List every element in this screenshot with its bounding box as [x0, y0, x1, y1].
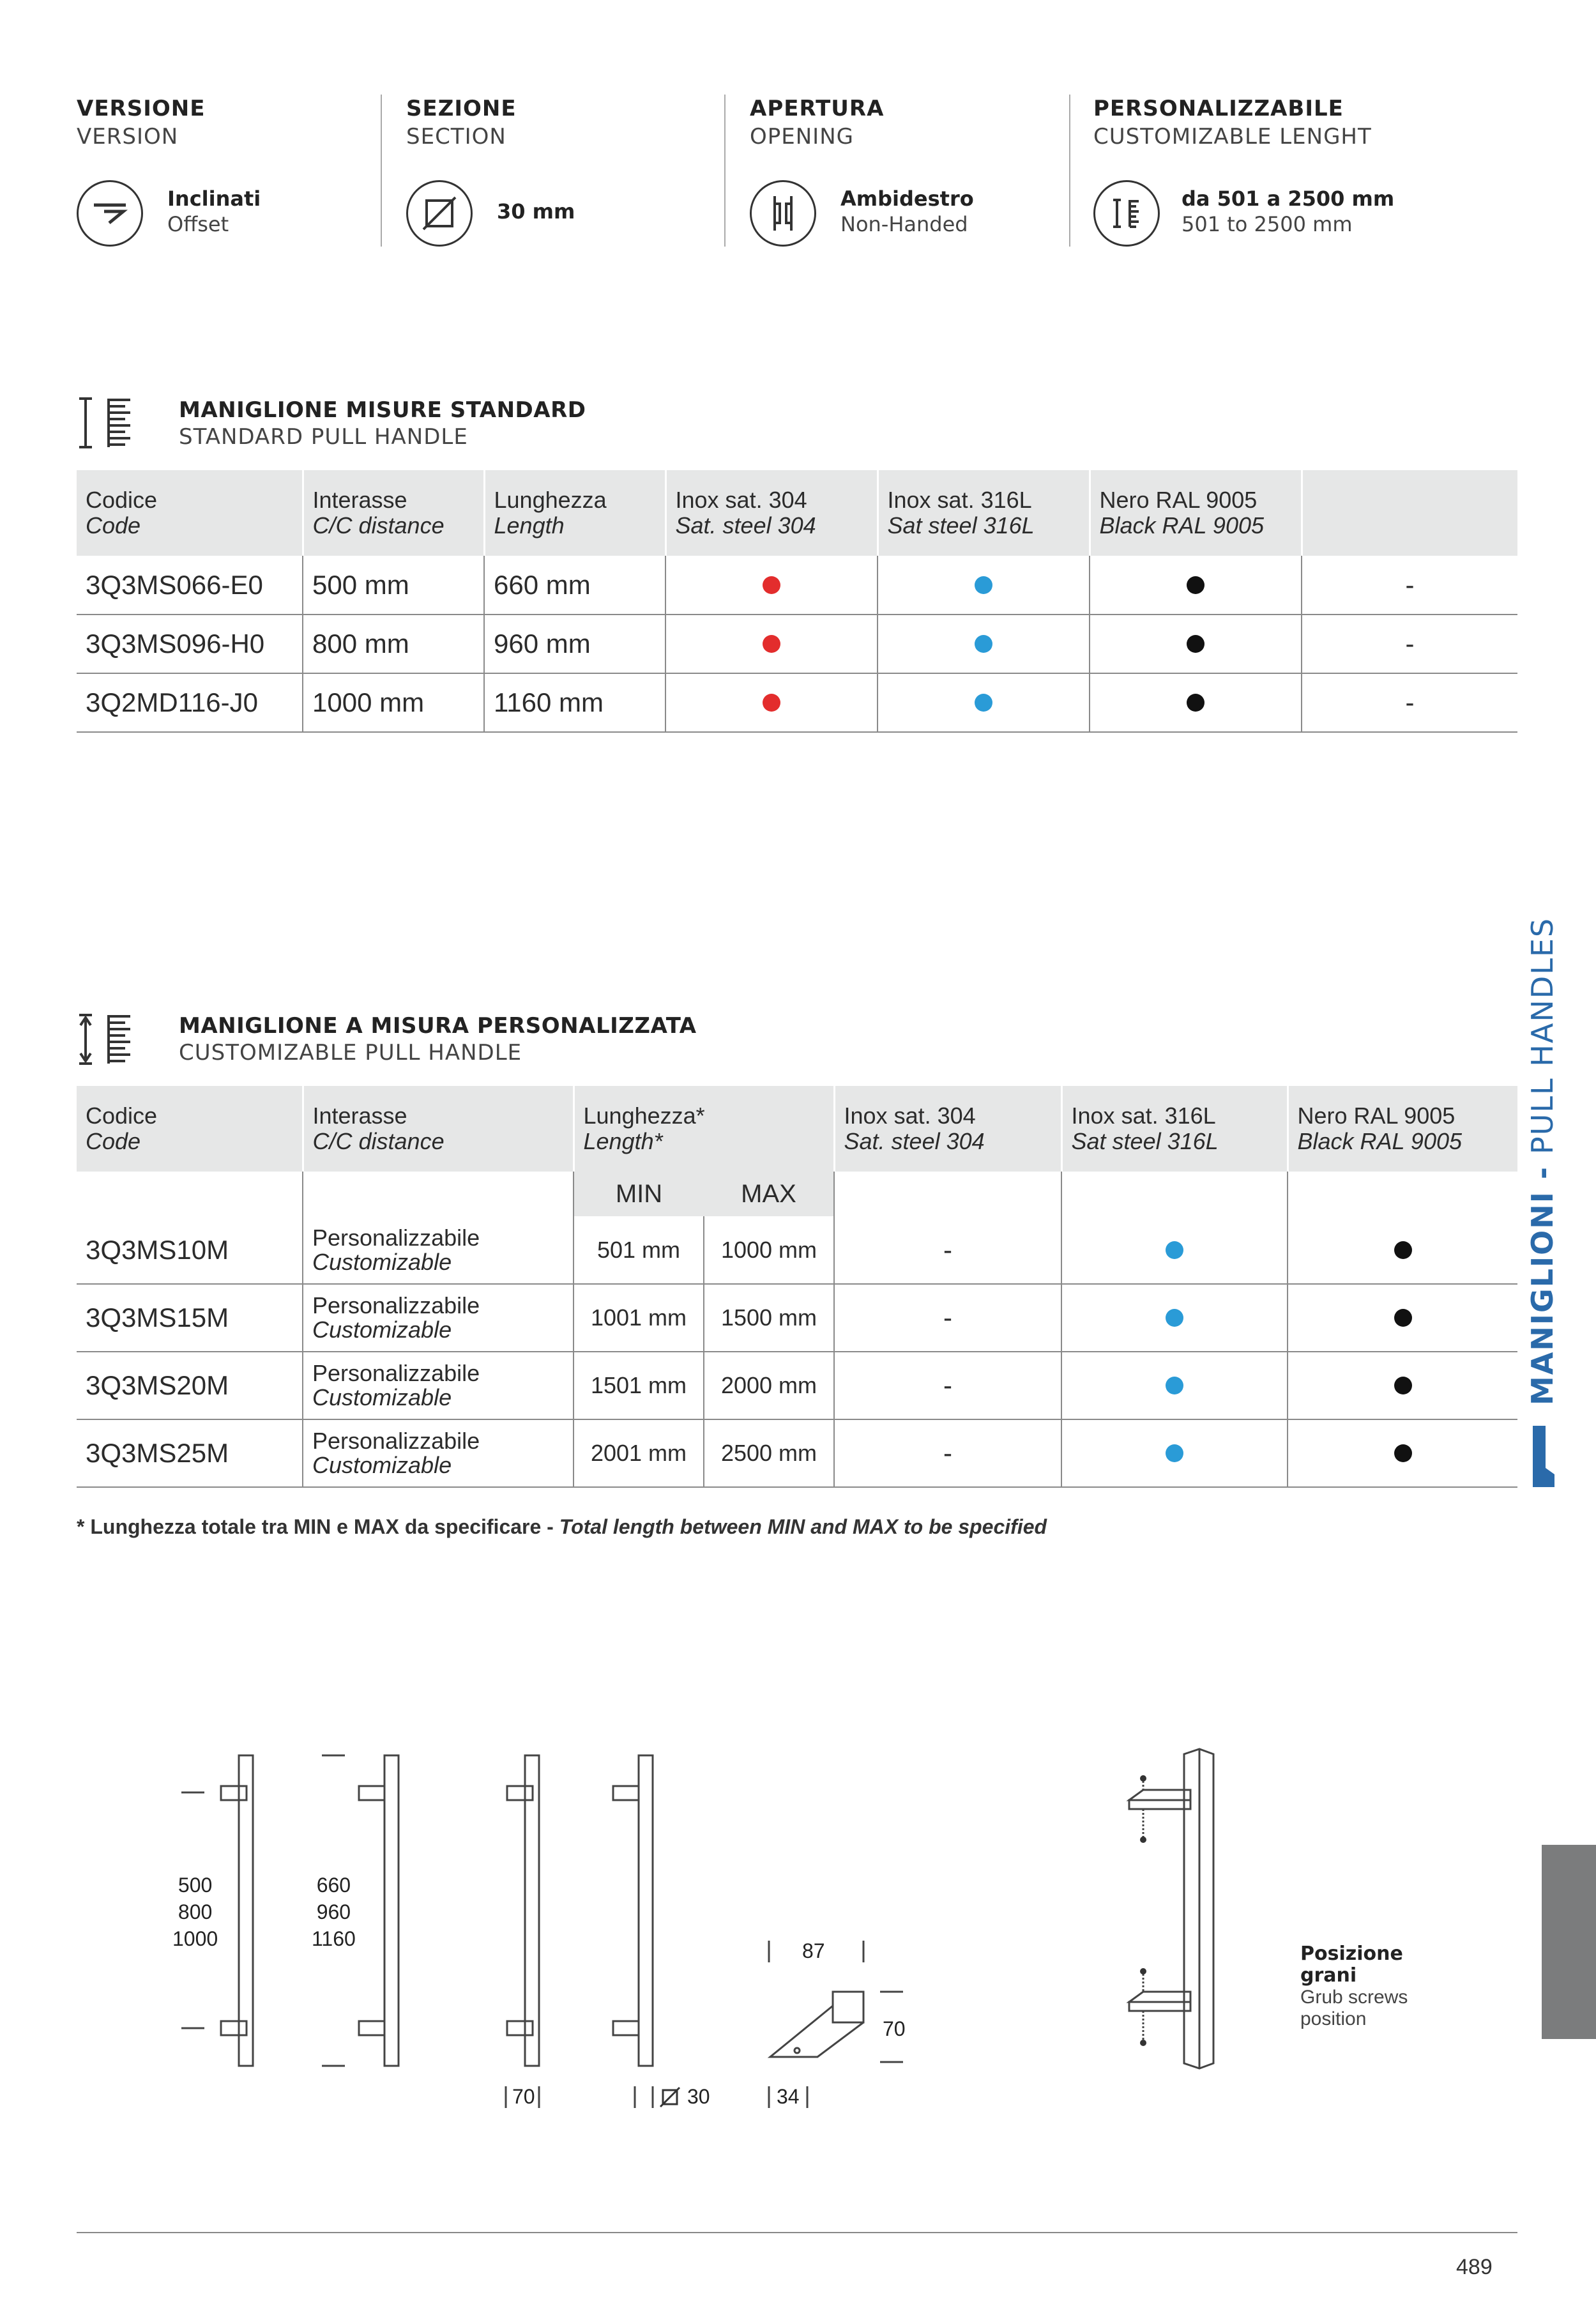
header-steel-316l: Inox sat. 316L Sat steel 316L: [878, 470, 1090, 556]
extra-cell: -: [1302, 673, 1517, 732]
cc-values: 500 800 1000: [172, 1874, 218, 1950]
spec-value-sub: 501 to 2500 mm: [1182, 212, 1353, 236]
black-dot: [1187, 635, 1205, 653]
table-header-row: [77, 470, 1517, 556]
divider: [381, 95, 382, 247]
black-dot: [1394, 1444, 1412, 1462]
divider: [1069, 95, 1070, 247]
dim-34: 34: [777, 2085, 800, 2108]
spec-version: [77, 96, 358, 249]
max-cell: 2500 mm: [704, 1419, 834, 1487]
cc-cell: Personalizzabile Customizable: [303, 1284, 574, 1352]
dot-cell: [1288, 1419, 1517, 1487]
spec-subtitle: CUSTOMIZABLE LENGHT: [1093, 124, 1372, 149]
length-cell: 960 mm: [484, 615, 665, 673]
offset-handle-icon: [77, 180, 143, 247]
page-number: 489: [1456, 2255, 1493, 2279]
dot-cell: [1288, 1216, 1517, 1284]
min-cell: 1501 mm: [574, 1352, 704, 1419]
black-dot: [1187, 576, 1205, 594]
spec-opening: [750, 96, 1056, 249]
length-cell: 1160 mm: [484, 673, 665, 732]
blue-dot: [1166, 1309, 1183, 1327]
custom-table: [77, 1086, 1517, 1488]
spec-value: 30 mm: [497, 199, 575, 224]
spec-title: VERSIONE: [77, 96, 206, 121]
black-dot: [1394, 1309, 1412, 1327]
spec-value-sub: Non-Handed: [840, 212, 968, 236]
s304-cell: -: [834, 1216, 1061, 1284]
black-dot: [1394, 1377, 1412, 1394]
cc-cell: Personalizzabile Customizable: [303, 1352, 574, 1419]
non-handed-icon: [750, 180, 816, 247]
standard-ruler-icon: [77, 396, 134, 453]
code-cell: 3Q3MS096-H0: [77, 615, 303, 673]
spec-subtitle: OPENING: [750, 124, 854, 149]
code-cell: 3Q2MD116-J0: [77, 673, 303, 732]
section-subtitle: CUSTOMIZABLE PULL HANDLE: [179, 1040, 522, 1066]
min-label: MIN: [574, 1172, 704, 1216]
cc-cell: 1000 mm: [303, 673, 484, 732]
code-cell: 3Q3MS10M: [77, 1216, 303, 1284]
side-tab-block: [1542, 1845, 1596, 2039]
custom-ruler-icon: [77, 1012, 134, 1069]
header-black: Nero RAL 9005 Black RAL 9005: [1288, 1086, 1517, 1172]
length-values: 660 960 1160: [312, 1874, 356, 1950]
spec-subtitle: SECTION: [406, 124, 506, 149]
spec-section: [406, 96, 713, 249]
standard-table: [77, 470, 1517, 733]
section-title: MANIGLIONE MISURE STANDARD: [179, 397, 586, 423]
dot-cell: [1061, 1352, 1288, 1419]
header-steel-316l: Inox sat. 316L Sat steel 316L: [1061, 1086, 1288, 1172]
spec-title: PERSONALIZZABILE: [1093, 96, 1344, 121]
footnote: * Lunghezza totale tra MIN e MAX da specificare - Total length between MIN and MAX to be specified: [77, 1515, 1047, 1538]
dot-cell: [665, 673, 878, 732]
blue-dot: [975, 576, 992, 594]
code-cell: 3Q3MS066-E0: [77, 556, 303, 615]
header-code: Codice Code: [77, 1086, 303, 1172]
dot-cell: [1061, 1284, 1288, 1352]
dot-cell: [665, 556, 878, 615]
dot-cell: [1061, 1216, 1288, 1284]
dot-cell: [878, 615, 1090, 673]
grub-screws-label: Posizione grani Grub screws position: [1300, 1943, 1408, 2029]
min-cell: 1001 mm: [574, 1284, 704, 1352]
code-cell: 3Q3MS15M: [77, 1284, 303, 1352]
ruler-icon: [1093, 180, 1160, 247]
black-dot: [1187, 694, 1205, 712]
table-row: [77, 673, 1517, 732]
side-tab-marker: [1530, 1426, 1556, 1490]
standard-section-header: [179, 397, 586, 450]
table-row: [77, 1284, 1517, 1352]
cc-cell: Personalizzabile Customizable: [303, 1419, 574, 1487]
spec-value: da 501 a 2500 mm: [1182, 187, 1395, 211]
square-section-icon: [406, 180, 473, 247]
blue-dot: [1166, 1241, 1183, 1259]
spec-value: Ambidestro: [840, 187, 974, 211]
cc-cell: 500 mm: [303, 556, 484, 615]
min-cell: 501 mm: [574, 1216, 704, 1284]
dot-cell: [1061, 1419, 1288, 1487]
dot-cell: [878, 673, 1090, 732]
spec-value: Inclinati: [167, 187, 261, 211]
max-cell: 1000 mm: [704, 1216, 834, 1284]
max-cell: 2000 mm: [704, 1352, 834, 1419]
header-steel-304: Inox sat. 304 Sat. steel 304: [834, 1086, 1061, 1172]
length-cell: 660 mm: [484, 556, 665, 615]
extra-cell: -: [1302, 615, 1517, 673]
side-tab-label: MANIGLIONI - PULL HANDLES: [1525, 917, 1560, 1405]
dim-70b: 70: [883, 2017, 906, 2040]
red-dot: [763, 576, 780, 594]
header-black: Nero RAL 9005 Black RAL 9005: [1090, 470, 1302, 556]
spec-customizable: [1093, 96, 1451, 249]
table-header-row: [77, 1086, 1517, 1172]
red-dot: [763, 694, 780, 712]
dot-cell: [665, 615, 878, 673]
code-cell: 3Q3MS20M: [77, 1352, 303, 1419]
table-row: [77, 556, 1517, 615]
blue-dot: [1166, 1377, 1183, 1394]
blue-dot: [1166, 1444, 1183, 1462]
cc-cell: 800 mm: [303, 615, 484, 673]
divider: [724, 95, 726, 247]
header-cc: Interasse C/C distance: [303, 470, 484, 556]
blue-dot: [975, 635, 992, 653]
dim-70: 70: [512, 2085, 535, 2108]
s304-cell: -: [834, 1419, 1061, 1487]
black-dot: [1394, 1241, 1412, 1259]
dot-cell: [1288, 1352, 1517, 1419]
min-cell: 2001 mm: [574, 1419, 704, 1487]
blue-dot: [975, 694, 992, 712]
table-row: [77, 1419, 1517, 1487]
s304-cell: -: [834, 1284, 1061, 1352]
footer-divider: [77, 2232, 1517, 2233]
section-title: MANIGLIONE A MISURA PERSONALIZZATA: [179, 1013, 697, 1039]
dot-cell: [878, 556, 1090, 615]
header-length: Lunghezza Length: [484, 470, 665, 556]
s304-cell: -: [834, 1352, 1061, 1419]
spec-subtitle: VERSION: [77, 124, 179, 149]
cc-cell: Personalizzabile Customizable: [303, 1216, 574, 1284]
max-label: MAX: [704, 1172, 834, 1216]
dot-cell: [1288, 1284, 1517, 1352]
header-cc: Interasse C/C distance: [303, 1086, 574, 1172]
red-dot: [763, 635, 780, 653]
dim-87: 87: [802, 1939, 825, 1962]
dim-30: 30: [687, 2085, 710, 2108]
max-cell: 1500 mm: [704, 1284, 834, 1352]
header-code: Codice Code: [77, 470, 303, 556]
min-max-row: [77, 1172, 1517, 1216]
dot-cell: [1090, 673, 1302, 732]
spec-value-sub: Offset: [167, 212, 229, 236]
spec-title: SEZIONE: [406, 96, 517, 121]
code-cell: 3Q3MS25M: [77, 1419, 303, 1487]
dot-cell: [1090, 556, 1302, 615]
table-row: [77, 615, 1517, 673]
custom-section-header: [179, 1013, 697, 1066]
header-empty: [1302, 470, 1517, 556]
header-length: Lunghezza* Length*: [574, 1086, 834, 1172]
table-row: [77, 1216, 1517, 1284]
table-row: [77, 1352, 1517, 1419]
extra-cell: -: [1302, 556, 1517, 615]
dot-cell: [1090, 615, 1302, 673]
header-steel-304: Inox sat. 304 Sat. steel 304: [665, 470, 878, 556]
spec-title: APERTURA: [750, 96, 885, 121]
section-subtitle: STANDARD PULL HANDLE: [179, 424, 468, 450]
